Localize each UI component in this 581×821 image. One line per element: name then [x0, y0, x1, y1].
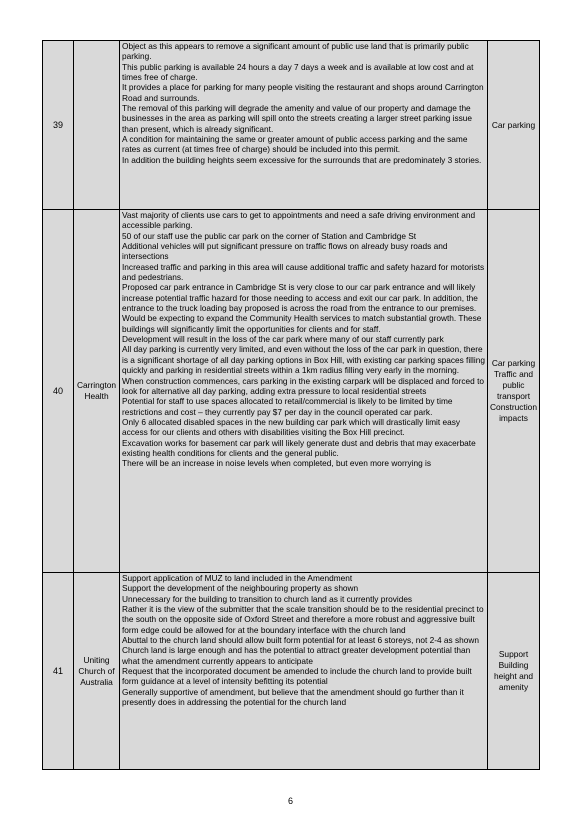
summary-line: Vast majority of clients use cars to get to appointments and need a safe driving environment and accessible parking. — [122, 210, 476, 231]
summary-line: Object as this appears to remove a significant amount of public use land that is primarily public parking. — [122, 41, 469, 62]
page-number: 6 — [287, 796, 293, 806]
summary-line: It provides a place for parking for many people visiting the restaurant and shops around Carrington Road and surrounds. — [122, 82, 484, 103]
summary-line: There will be an increase in noise levels when completed, but even more worrying is — [122, 458, 431, 469]
submission-summary — [120, 41, 488, 210]
summary-line: Church land is large enough and has the potential to attract greater development potential than what the amendment currently appears to anticipate — [122, 645, 471, 666]
summary-line: Support the development of the neighbouring property as shown — [122, 583, 359, 594]
submission-number: 40 — [43, 210, 74, 573]
summary-line: Generally supportive of amendment, but believe that the amendment should go further than it presently does in addressing the potential for the church land — [122, 686, 464, 708]
table-row-41 — [43, 573, 540, 770]
submission-number: 41 — [43, 573, 74, 770]
summary-line: Potential for staff to use spaces allocated to retail/commercial is likely to be limited by time restrictions and cost – they currently pay $7 per day in the council operated car park. — [122, 396, 453, 417]
submission-summary — [120, 210, 488, 573]
summary-line: Rather it is the view of the submitter that the scale transition should be to the residential precinct to the south on the opposite side of Oxford Street and therefore a more robust and aggressive built form edge could be allowed for at the boundary interface with the church land — [122, 604, 484, 635]
summary-line: Support application of MUZ to land included in the Amendment — [122, 573, 353, 583]
summary-line: Proposed car park entrance in Cambridge St is very close to our car park entrance and will likely increase potential traffic hazard for those needing to access and exit our car park. In addition, the entrance to the truck loading bay proposed is across the road from the entrance to our premises. — [122, 282, 478, 314]
summary-line: When construction commences, cars parking in the existing carpark will be displaced and forced to look for alternative all day parking, adding extra pressure to local residential streets — [122, 375, 485, 396]
summary-line: Excavation works for basement car park will likely generate dust and debris that may exacerbate existing health conditions for clients and the general public. — [122, 437, 476, 458]
table-row-40 — [43, 210, 540, 573]
issue-category: Car parking — [488, 41, 540, 210]
summary-line: In addition the building heights seem excessive for the surrounds that are predominately 3 stories. — [122, 154, 482, 165]
issue-category: Support Building height and amenity — [488, 573, 540, 770]
submitter-name: Carrington Health — [74, 210, 120, 573]
submission-summary — [120, 573, 488, 770]
table-row-39 — [43, 41, 540, 210]
summary-line: 50 of our staff use the public car park on the corner of Station and Cambridge St — [122, 230, 417, 241]
summary-line: Abuttal to the church land should allow built form potential for at least 6 storeys, not 2-4 as shown — [122, 635, 479, 646]
submissions-table — [42, 40, 540, 770]
summary-line: Request that the incorporated document be amended to include the church land to provide built form guidance at a level of intensity befitting its potential — [122, 666, 472, 687]
submission-number: 39 — [43, 41, 74, 210]
summary-line: Would be expecting to expand the Community Health services to match substantial growth. These buildings will significantly limit the opportunities for clients and for staff. — [122, 313, 482, 334]
submitter-name: Uniting Church of Australia — [74, 573, 120, 770]
summary-line: The removal of this parking will degrade the amenity and value of our property and damage the businesses in the area as parking will spill onto the streets creating a larger street parking issue than present, which is already significant. — [122, 103, 473, 134]
summary-line: Increased traffic and parking in this area will cause additional traffic and safety hazard for motorists and pedestrians. — [122, 261, 485, 283]
summary-line: A condition for maintaining the same or greater amount of public access parking and the same rates as current (at times free of charge) should be included into this permit. — [122, 134, 468, 155]
summary-line: Development will result in the loss of the car park where many of our staff currently park — [122, 334, 444, 345]
summary-line: All day parking is currently very limited, and even without the loss of the car park in question, there is a significant shortage of all day parking options in Box Hill, with existing car parking spaces filling quickly and parking in residential streets within a 1km radius filling very early in the morning. — [122, 344, 485, 376]
summary-line: Additional vehicles will put significant pressure on traffic flows on already busy roads and intersections — [122, 241, 448, 262]
summary-line: Only 6 allocated disabled spaces in the new building car park which will drastically limit easy access for our clients and others with disabilities visiting the Box Hill precinct. — [122, 416, 461, 438]
issue-category: Car parking Traffic and public transport Construction impacts — [488, 210, 540, 573]
submitter-name — [74, 41, 120, 210]
summary-line: Unnecessary for the building to transition to church land as it currently provides — [122, 593, 413, 604]
summary-line: This public parking is available 24 hours a day 7 days a week and is available at low cost and at times free of charge. — [122, 61, 474, 83]
